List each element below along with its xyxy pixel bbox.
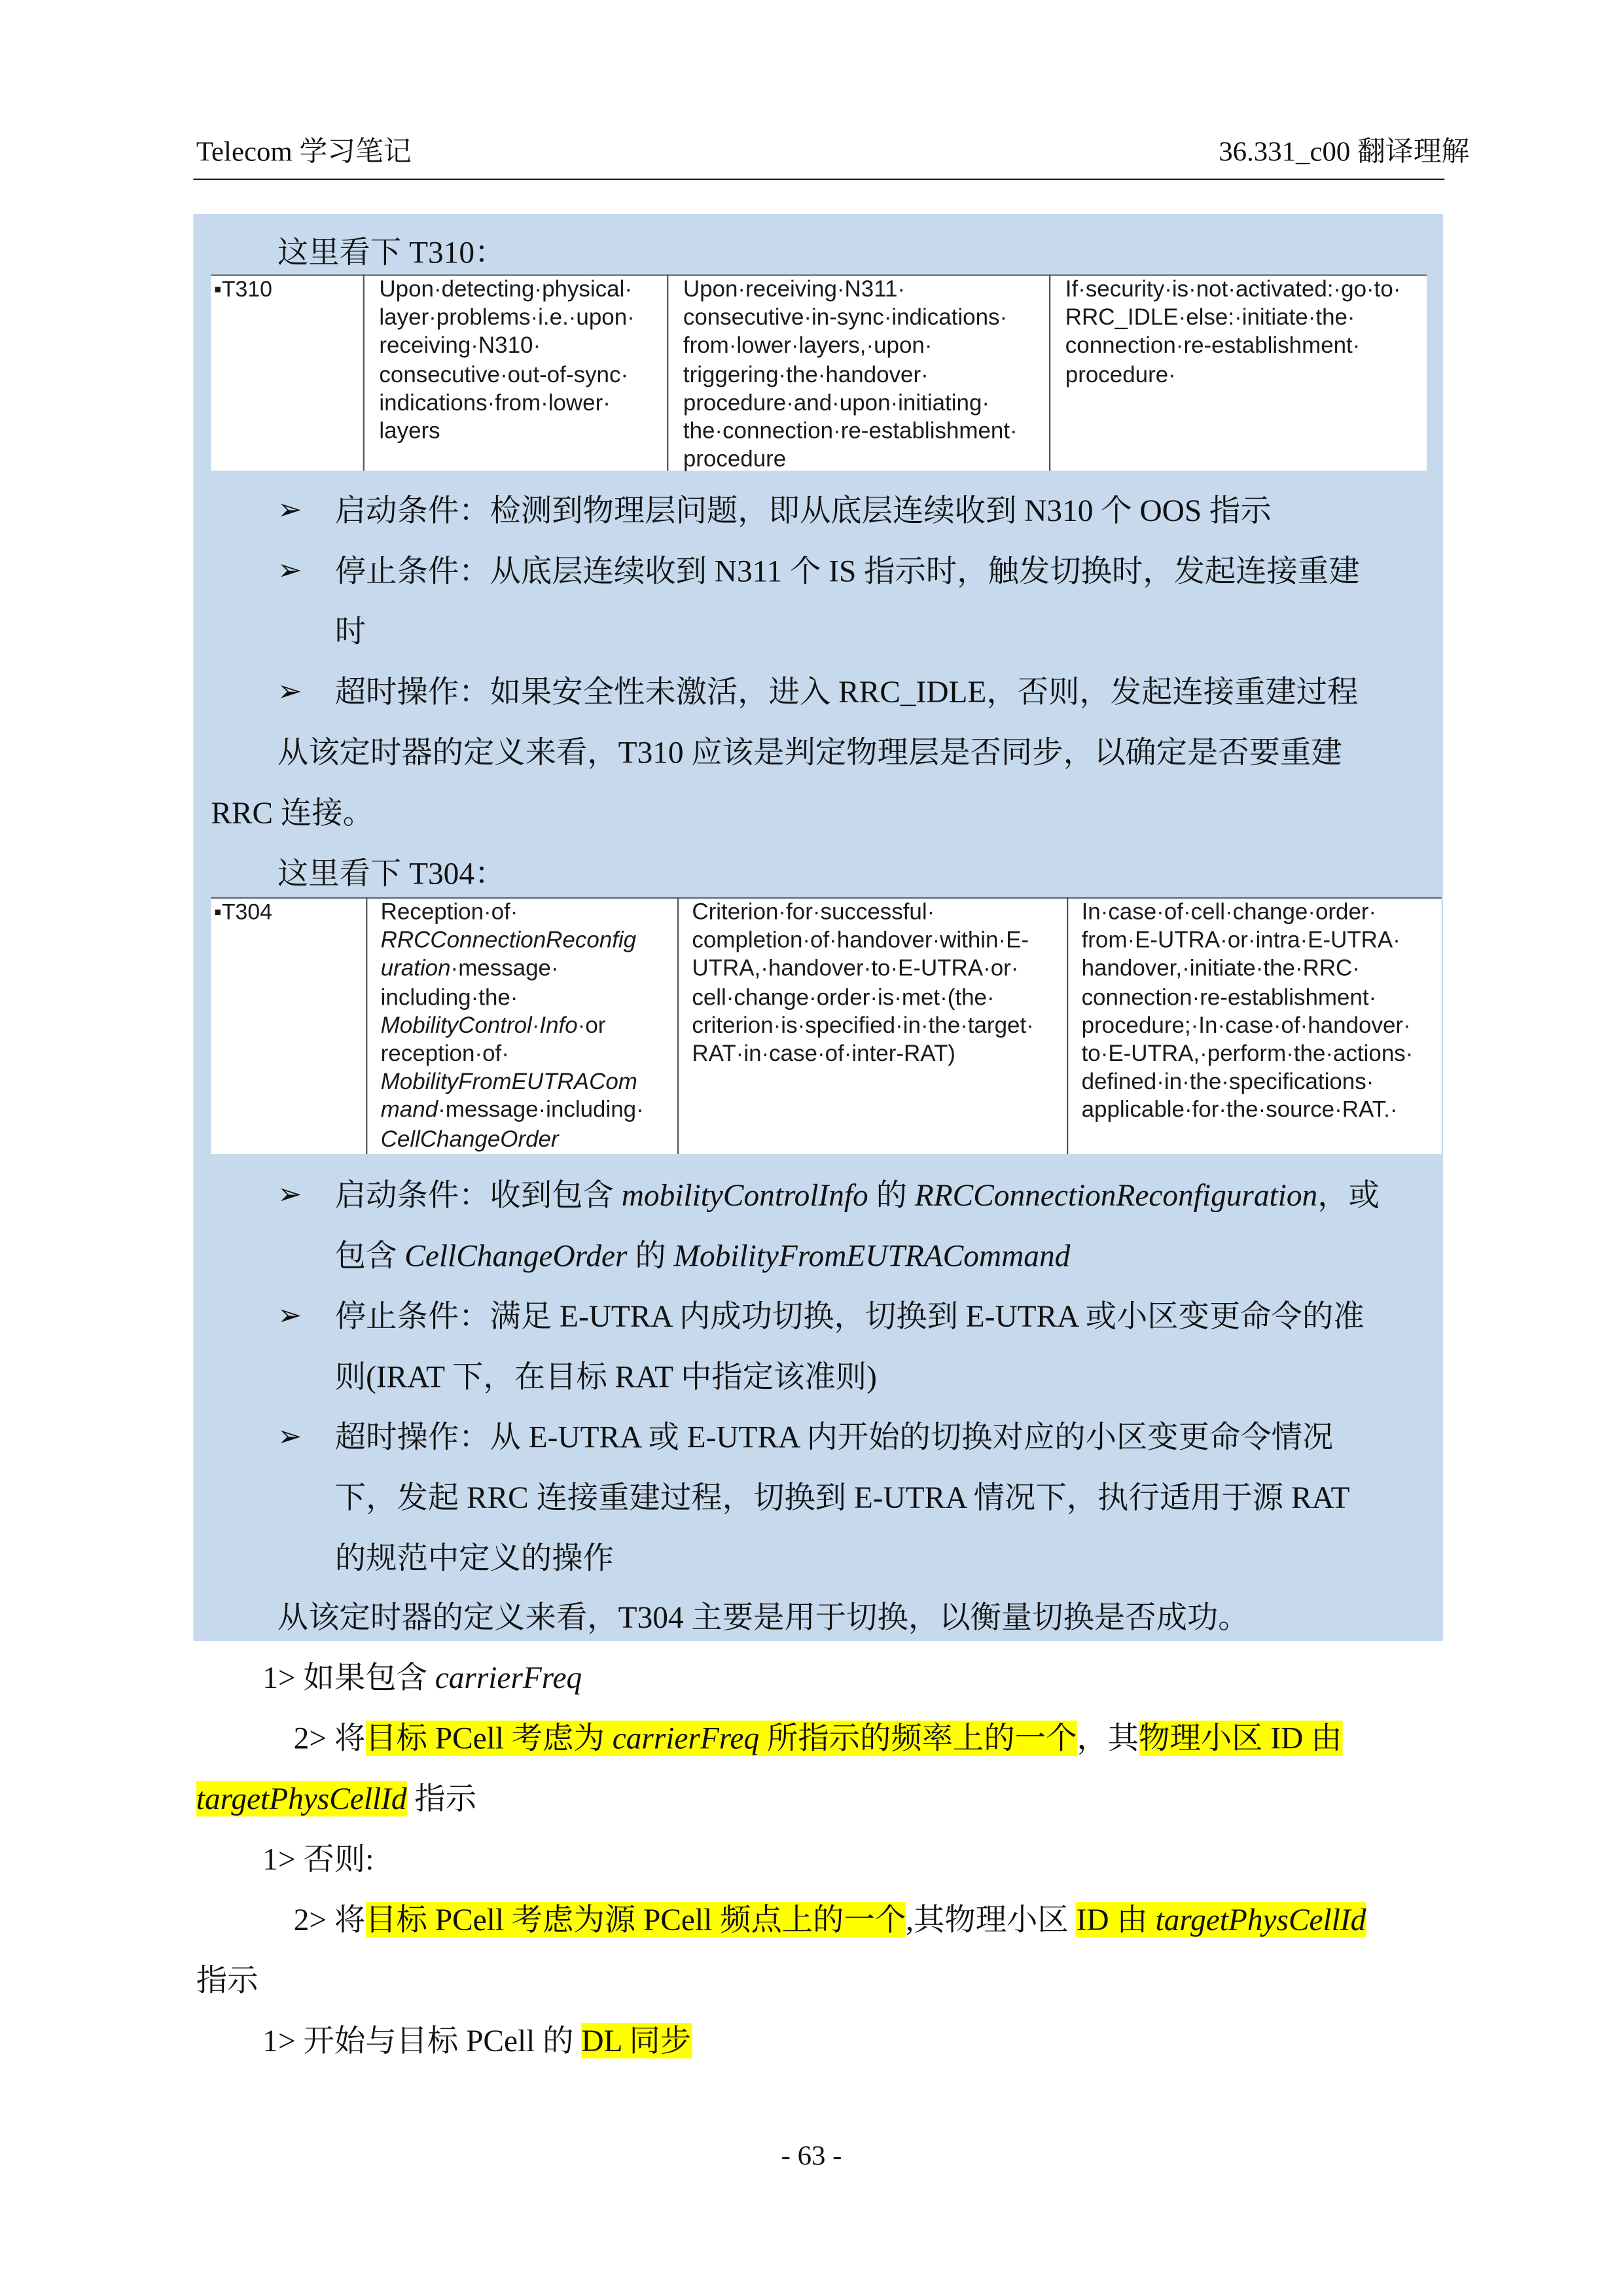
t310-start-text: Upon·detecting·physical· layer·problems·i.e.·upon· receiving·N310· consecutive·out-of-sync· indications·from·lower· layers bbox=[379, 277, 635, 444]
step-otherwise: 1> 否则: bbox=[262, 1841, 374, 1877]
highlight-mark: ID 由 targetPhysCellId bbox=[1076, 1902, 1366, 1938]
arrow-bullet-icon: ➢ bbox=[277, 554, 302, 588]
t304-expiry-text: In·case·of·cell·change·order· from·E-UTRA·or·intra·E-UTRA· handover,·initiate·the·RRC· connection·re-establishment· procedure;·In·case·of·handover· to·E-UTRA,·perform·the·actions· defined·in·the·specifications· applicable·for·the·source·RAT.· bbox=[1081, 900, 1414, 1124]
arrow-bullet-icon: ➢ bbox=[277, 494, 302, 527]
t304-table bbox=[211, 897, 1441, 1154]
t304-intro: 这里看下 T304： bbox=[277, 855, 506, 891]
t304-conclusion: 从该定时器的定义来看，T304 主要是用于切换，以衡量切换是否成功。 bbox=[277, 1599, 1249, 1636]
page-number: - 63 - bbox=[781, 2141, 842, 2172]
t304-expiry-action-line3: 的规范中定义的操作 bbox=[334, 1540, 614, 1576]
t310-table bbox=[211, 274, 1427, 471]
highlight-mark: 目标 PCell 考虑为源 PCell 频点上的一个 bbox=[365, 1902, 906, 1938]
arrow-bullet-icon: ➢ bbox=[277, 1300, 302, 1333]
arrow-bullet-icon: ➢ bbox=[277, 1179, 302, 1211]
t310-stop-cell bbox=[667, 274, 1050, 471]
t310-stop-condition-line1: 停止条件：从底层连续收到 N311 个 IS 指示时，触发切换时，发起连接重建 bbox=[334, 553, 1360, 589]
t304-start-cell bbox=[366, 897, 679, 1154]
header-right: 36.331_c00 翻译理解 bbox=[1219, 137, 1470, 169]
t310-stop-text: Upon·receiving·N311· consecutive·in-sync·indications· from·lower·layers,·upon· triggering·the·handover· procedure·and·upon·initiating· the·connection·re-establishment· procedure bbox=[683, 277, 1018, 473]
t310-stop-condition-line2: 时 bbox=[334, 613, 366, 649]
step-consider-target-pcell-source-freq: 2> 将目标 PCell 考虑为源 PCell 频点上的一个,其物理小区 ID 由 targetPhysCellId bbox=[293, 1902, 1366, 1938]
t304-start-condition-line1: 启动条件：收到包含 mobilityControlInfo 的 RRCConnectionReconfiguration，或 bbox=[334, 1177, 1380, 1213]
step-if-carrier-freq: 1> 如果包含 carrierFreq bbox=[262, 1660, 582, 1696]
step-consider-target-pcell-carrier-freq: 2> 将目标 PCell 考虑为 carrierFreq 所指示的频率上的一个，其物理小区 ID 由 bbox=[293, 1720, 1342, 1756]
t310-name-cell bbox=[211, 274, 363, 471]
t310-expiry-text: If·security·is·not·activated:·go·to· RRC_IDLE·else:·initiate·the· connection·re-establishment· procedure· bbox=[1065, 277, 1401, 388]
t304-stop-cell bbox=[677, 897, 1068, 1154]
t310-timer-name: ▪T310 bbox=[213, 277, 272, 303]
header-rule bbox=[193, 179, 1444, 180]
highlight-mark: 物理小区 ID 由 bbox=[1139, 1720, 1342, 1756]
t310-conclusion-line2: RRC 连接。 bbox=[211, 795, 374, 831]
t304-timer-name: ▪T304 bbox=[213, 900, 272, 925]
t310-intro: 这里看下 T310： bbox=[277, 234, 506, 270]
t310-expiry-cell bbox=[1049, 274, 1428, 471]
t304-start-text: Reception·of· RRCConnectionReconfig uration·message· including·the· MobilityControl·Info·or reception·of· MobilityFromEUTRACom mand·message·including· CellChangeOrder bbox=[380, 900, 644, 1152]
t304-stop-condition-line1: 停止条件：满足 E-UTRA 内成功切换，切换到 E-UTRA 或小区变更命令的准 bbox=[334, 1298, 1364, 1335]
step-consider-target-pcell-carrier-freq-line2: targetPhysCellId 指示 bbox=[196, 1781, 477, 1817]
t304-expiry-action-line2: 下，发起 RRC 连接重建过程，切换到 E-UTRA 情况下，执行适用于源 RAT bbox=[334, 1480, 1350, 1516]
t304-stop-condition-line2: 则(IRAT 下，在目标 RAT 中指定该准则) bbox=[334, 1359, 877, 1395]
t310-expiry-action: 超时操作：如果安全性未激活，进入 RRC_IDLE，否则，发起连接重建过程 bbox=[334, 674, 1359, 710]
t304-start-condition-line2: 包含 CellChangeOrder 的 MobilityFromEUTRACommand bbox=[334, 1238, 1071, 1274]
highlight-mark: DL 同步 bbox=[581, 2022, 692, 2059]
step-start-dl-sync: 1> 开始与目标 PCell 的 DL 同步 bbox=[262, 2022, 692, 2059]
step-consider-target-pcell-source-freq-line2: 指示 bbox=[196, 1962, 259, 1998]
t304-name-cell bbox=[211, 897, 366, 1154]
t304-expiry-action-line1: 超时操作：从 E-UTRA 或 E-UTRA 内开始的切换对应的小区变更命令情况 bbox=[334, 1419, 1334, 1455]
t304-expiry-cell bbox=[1067, 897, 1443, 1154]
t304-stop-text: Criterion·for·successful· completion·of·handover·within·E- UTRA,·handover·to·E-UTRA·or· cell·change·order·is·met·(the· criterion·is·specified·in·the·target· RAT·in·case·of·inter-RAT) bbox=[692, 900, 1034, 1067]
highlight-mark: targetPhysCellId bbox=[196, 1781, 407, 1817]
t310-conclusion-line1: 从该定时器的定义来看，T310 应该是判定物理层是否同步，以确定是否要重建 bbox=[277, 734, 1342, 770]
arrow-bullet-icon: ➢ bbox=[277, 1421, 302, 1454]
header-left: Telecom 学习笔记 bbox=[196, 137, 412, 169]
t310-start-cell bbox=[363, 274, 669, 471]
t310-start-condition: 启动条件：检测到物理层问题，即从底层连续收到 N310 个 OOS 指示 bbox=[334, 493, 1272, 529]
arrow-bullet-icon: ➢ bbox=[277, 675, 302, 709]
highlight-mark: 目标 PCell 考虑为 carrierFreq 所指示的频率上的一个 bbox=[365, 1720, 1077, 1756]
